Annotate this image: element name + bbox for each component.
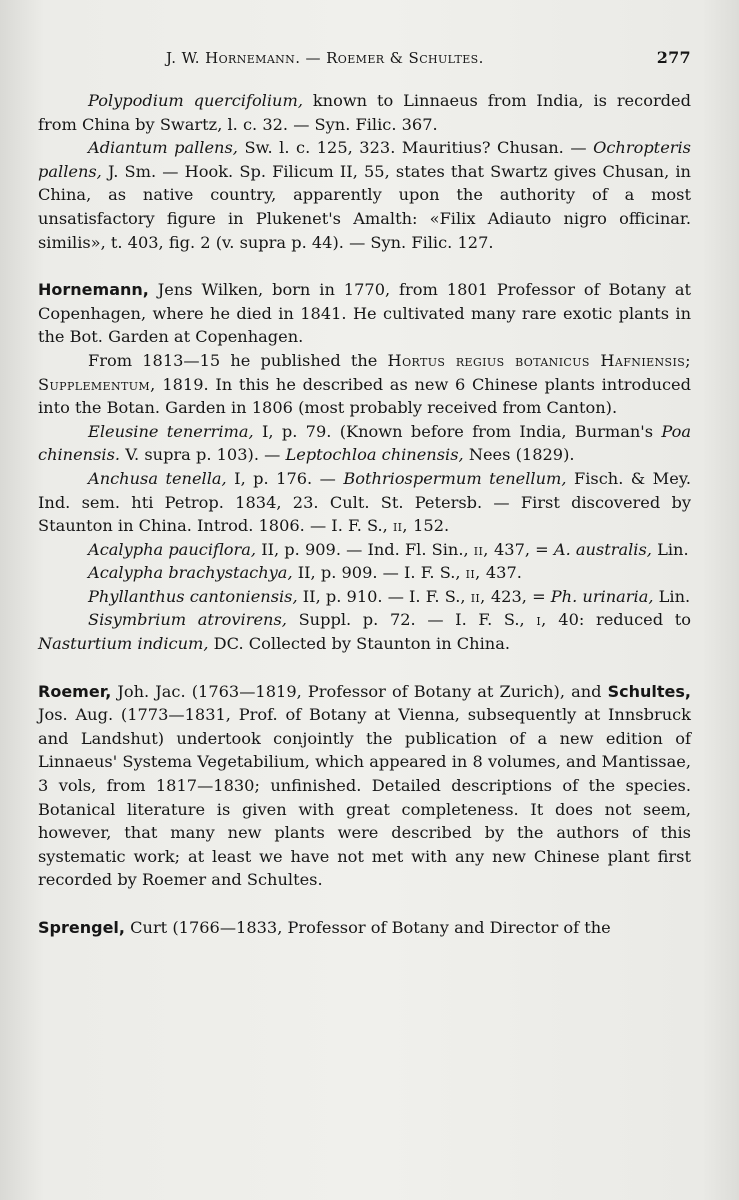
text-run: Curt (1766—1833, Professor of Botany and Director of the <box>124 918 611 937</box>
text-run: II, p. 910. — I. F. S., <box>297 586 471 606</box>
entry-headword: Hornemann, <box>38 280 149 300</box>
paragraph-sisymbrium <box>38 608 691 655</box>
text-run: Sw. l. c. 125, 323. Mauritius? Chusan. — <box>237 138 594 158</box>
paragraph-phyllanthus <box>38 585 691 609</box>
italic-run: Leptochloa chinensis, <box>285 445 464 465</box>
text-run: V. supra p. 103). — <box>120 445 286 465</box>
text-run: 437, = <box>488 539 554 559</box>
page-number: 277 <box>656 48 691 67</box>
small-caps-run: ii, <box>470 586 486 606</box>
text-run: Suppl. p. 72. — I. F. S., <box>286 610 537 630</box>
italic-run: Bothriospermum tenellum, <box>343 468 567 488</box>
italic-run: Ph. urinaria, <box>550 586 654 606</box>
paragraph-eleusine <box>38 420 691 467</box>
italic-run: Phyllanthus cantoniensis, <box>88 586 298 606</box>
entry-headword: Roemer, <box>38 681 112 701</box>
text-run: DC. Collected by Staunton in China. <box>208 634 511 654</box>
text-run: From 1813—15 he published the <box>88 350 388 370</box>
text-run: 437. <box>480 563 522 583</box>
running-title: J. W. Hornemann. — Roemer & Schultes. <box>166 49 484 67</box>
text-run: I, p. 79. (Known before from India, Burman's <box>253 421 662 441</box>
small-caps-run: ii, <box>473 539 489 559</box>
text-run: Joh. Jac. (1763—1819, Professor of Botany at Zurich), and <box>111 681 608 701</box>
paragraph-acalypha-pauciflora <box>38 538 691 562</box>
italic-run: Adiantum pallens, <box>88 138 238 158</box>
text-run: Nees (1829). <box>463 445 575 465</box>
entry-sprengel <box>38 916 691 940</box>
small-caps-run: Hortus regius botanicus Hafniensis; Supplementum, <box>38 350 692 394</box>
entry-headword: Sprengel, <box>38 918 125 937</box>
paragraph-hortus-regius <box>38 349 691 420</box>
italic-run: Sisymbrium atrovirens, <box>88 610 287 630</box>
text-run: II, p. 909. — Ind. Fl. Sin., <box>256 539 474 559</box>
small-caps-run: ii, <box>465 563 481 583</box>
small-caps-run: i, <box>536 610 547 630</box>
italic-run: Eleusine tenerrima, <box>88 421 254 441</box>
italic-run: Ochropteris pallens, <box>38 138 691 181</box>
text-run: J. Sm. — Hook. Sp. Filicum II, 55, states that Swartz gives Chusan, in China, as native country, apparently upon the authority of a most unsatisfactory figure in Plukenet's Amalth: «Filix Adiauto nigro officinar. similis», t. 403, fig. 2 (v. supra p. 44). — Syn. Filic. 127. <box>38 161 691 252</box>
text-run: Jos. Aug. (1773—1831, Prof. of Botany at Vienna, subsequently at Innsbruck and Landshut) undertook conjointly the publication of a new edition of Linnaeus' Systema Vegetabilium, which appeared in 8 volumes, and Mantissae, 3 vols, from 1817—1830; unfinished. Detailed descriptions of the species. Botanical literature is given with great completeness. It does not seem, however, that many new plants were described by the authors of this systematic work; at least we have not met with any new Chinese plant first recorded by Roemer and Schultes. <box>38 705 691 890</box>
italic-run: Acalypha brachystachya, <box>88 563 293 583</box>
text-run: 40: reduced to <box>546 610 691 630</box>
paragraph-acalypha-brachystachya <box>38 561 691 585</box>
text-run: Lin. <box>651 539 689 559</box>
body-text <box>38 89 691 940</box>
italic-run: Nasturtium indicum, <box>38 634 209 654</box>
running-head <box>38 48 691 67</box>
text-run: 423, = <box>485 586 551 606</box>
entry-headword: Schultes, <box>607 681 691 701</box>
text-run: Lin. <box>653 586 691 606</box>
paragraph-adiantum <box>38 136 691 254</box>
italic-run: Acalypha pauciflora, <box>88 539 257 559</box>
text-run: I, p. 176. — <box>226 468 344 488</box>
italic-run: Poa chinensis. <box>38 421 691 465</box>
text-run: Jens Wilken, born in 1770, from 1801 Professor of Botany at Copenhagen, where he died in 1841. He cultivated many rare exotic plants in the Bot. Garden at Copenhagen. <box>38 280 691 347</box>
entry-hornemann <box>38 278 691 349</box>
text-run: II, p. 909. — I. F. S., <box>292 563 466 583</box>
italic-run: Anchusa tenella, <box>88 468 227 488</box>
text-run: Fisch. & Mey. Ind. sem. hti Petrop. 1834, 23. Cult. St. Petersb. — First discovered by Staunton in China. Introd. 1806. — I. F. S., <box>38 468 691 536</box>
paragraph-polypodium <box>38 89 691 136</box>
entry-roemer-schultes <box>38 680 691 892</box>
text-run: 152. <box>407 516 450 536</box>
text-run: 1819. In this he described as new 6 Chinese plants introduced into the Botan. Garden in 1806 (most probably received from Canton). <box>38 374 691 418</box>
small-caps-run: ii, <box>392 516 408 536</box>
paragraph-anchusa <box>38 467 691 538</box>
italic-run: Polypodium quercifolium, <box>88 91 303 110</box>
text-run: known to Linnaeus from India, is recorded from China by Swartz, l. c. 32. — Syn. Filic. 367. <box>38 91 691 134</box>
italic-run: A. australis, <box>553 539 652 559</box>
